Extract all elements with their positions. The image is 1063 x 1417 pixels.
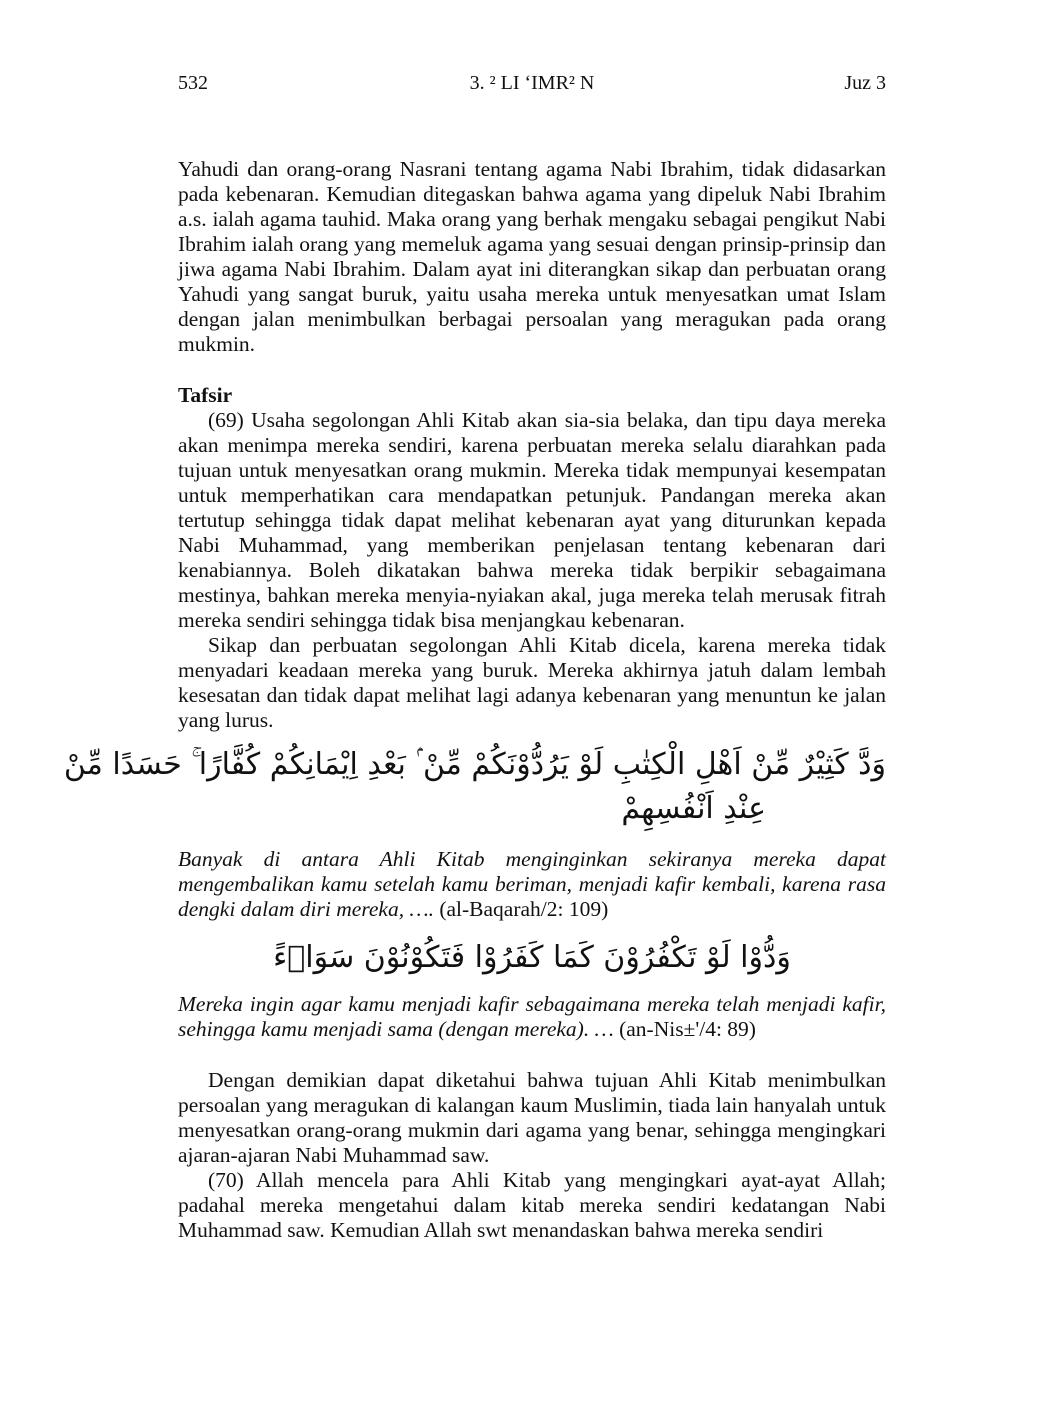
conclusion-paragraph: Dengan demikian dapat diketahui bahwa tujuan Ahli Kitab menimbulkan persoalan yang meragukan di kalangan kaum Muslimin, tiada lain hanyalah untuk menyesatkan orang-orang mukmin dari agama yang benar, sehingga mengingkari ajaran-ajaran Nabi Muhammad saw. bbox=[178, 1068, 886, 1167]
verse-2-translation: Mereka ingin agar kamu menjadi kafir sebagaimana mereka telah menjadi kafir, sehingga kamu menjadi sama (dengan mereka). … bbox=[178, 992, 886, 1041]
section-heading: Tafsir bbox=[178, 383, 233, 407]
verse-2-translation-block bbox=[178, 992, 886, 1042]
tafsir-paragraph-69: (69) Usaha segolongan Ahli Kitab akan sia-sia belaka, dan tipu daya mereka akan menimpa mereka sendiri, karena perbuatan mereka selalu diarahkan pada tujuan untuk menyesatkan orang mukmin. Mereka tidak mempunyai kesempatan untuk memperhatikan cara mendapatkan petunjuk. Pandangan mereka akan tertutup sehingga tidak dapat melihat kebenaran ayat yang diturunkan kepada Nabi Muhammad, yang memberikan penjelasan tentang kebenaran dari kenabiannya. Boleh dikatakan bahwa mereka tidak berpikir sebagaimana mestinya, bahkan mereka menyia-nyiakan akal, juga mereka telah merusak fitrah mereka sendiri sehingga tidak bisa menjangkau kebenaran. bbox=[178, 408, 886, 632]
arabic-verse-1-line-1: وَدَّ كَثِيْرٌ مِّنْ اَهْلِ الْكِتٰبِ لَوْ يَرُدُّوْنَكُمْ مِّنْ ۢ بَعْدِ اِيْمَانِكُمْ كُفَّارًا ۚ حَسَدًا مِّنْ bbox=[63, 747, 886, 782]
page-header bbox=[178, 72, 886, 100]
spacer bbox=[178, 1042, 886, 1068]
tafsir-paragraph-70: (70) Allah mencela para Ahli Kitab yang mengingkari ayat-ayat Allah; padahal mereka mengetahui dalam kitab mereka sendiri kedatangan Nabi Muhammad saw. Kemudian Allah swt menandaskan bahwa mereka sendiri bbox=[178, 1168, 886, 1242]
chapter-title: 3. ² LI ‘IMR² N bbox=[469, 72, 595, 94]
juz-label: Juz 3 bbox=[844, 72, 886, 94]
verse-1-reference: (al-Baqarah/2: 109) bbox=[433, 897, 609, 921]
verse-1-translation-block bbox=[178, 847, 886, 922]
tafsir-paragraph-69b: Sikap dan perbuatan segolongan Ahli Kitab dicela, karena mereka tidak menyadari keadaan mereka yang buruk. Mereka akhirnya jatuh dalam lembah kesesatan dan tidak dapat melihat lagi adanya kebenaran yang menuntun ke jalan yang lurus. bbox=[178, 633, 886, 732]
arabic-verse-2: وَدُّوْا لَوْ تَكْفُرُوْنَ كَمَا كَفَرُوْا فَتَكُوْنُوْنَ سَوَاۤءً bbox=[273, 940, 791, 975]
arabic-verse-1 bbox=[63, 743, 886, 843]
page-body bbox=[63, 157, 886, 1243]
page-number: 532 bbox=[178, 72, 208, 94]
verse-2-reference: (an-Nis±'/4: 89) bbox=[613, 1017, 756, 1041]
intro-paragraph: Yahudi dan orang-orang Nasrani tentang agama Nabi Ibrahim, tidak didasarkan pada kebenaran. Kemudian ditegaskan bahwa agama yang dipeluk Nabi Ibrahim a.s. ialah agama tauhid. Maka orang yang berhak mengaku sebagai pengikut Nabi Ibrahim ialah orang yang memeluk agama yang sesuai dengan prinsip-prinsip dan jiwa agama Nabi Ibrahim. Dalam ayat ini diterangkan sikap dan perbuatan orang Yahudi yang sangat buruk, yaitu usaha mereka untuk menyesatkan umat Islam dengan jalan menimbulkan berbagai persoalan yang meragukan pada orang mukmin. bbox=[178, 157, 886, 356]
arabic-verse-1-line-2: عِنْدِ اَنْفُسِهِمْ bbox=[621, 791, 766, 826]
verse-1-translation: Banyak di antara Ahli Kitab menginginkan sekiranya mereka dapat mengembalikan kamu setelah kamu beriman, menjadi kafir kembali, karena rasa dengki dalam diri mereka, …. bbox=[178, 847, 886, 921]
